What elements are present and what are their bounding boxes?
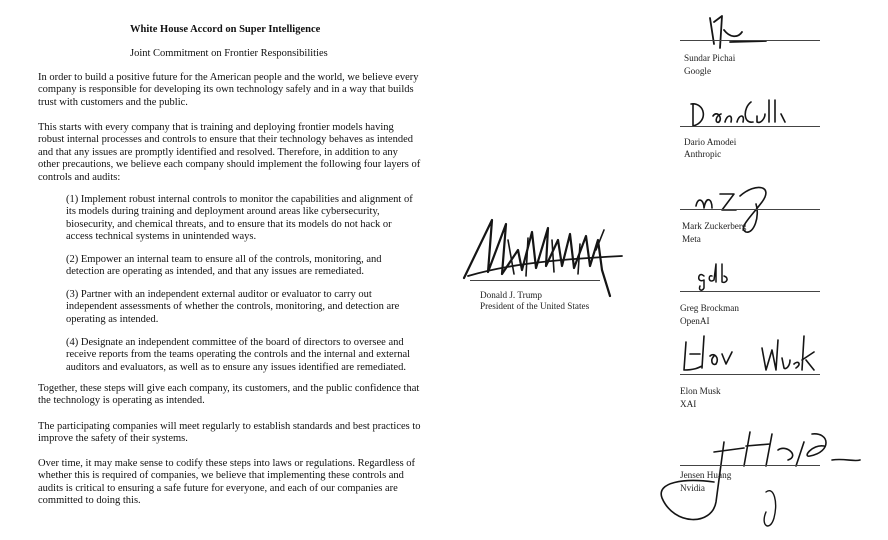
document-title: White House Accord on Super Intelligence	[130, 24, 321, 35]
signatory-org-musk: XAI	[680, 399, 697, 409]
paragraph-meetings: The participating companies will meet regularly to establish standards and best practices to improve the safety of their systems.	[38, 421, 421, 445]
commitment-item-1: (1) Implement robust internal controls to monitor the capabilities and alignment of its models during training and deployment around areas like cybersecurity, biosecurity, and chemical threats, and to ensure that its models do not hack or access technical systems in unintended ways.	[66, 194, 413, 243]
signature-image-pichai	[700, 8, 770, 50]
signatory-name-musk: Elon Musk	[680, 386, 721, 396]
signatory-name-pichai: Sundar Pichai	[684, 53, 736, 63]
signature-image-musk	[680, 330, 830, 380]
signature-line-musk	[680, 374, 820, 375]
commitment-item-4: (4) Designate an independent committee of the board of directors to oversee and receive reports from the teams operating the controls and the internal and external auditors and evaluators, as well as to ensure any issues identified are remediated.	[66, 337, 411, 373]
commitment-item-2: (2) Empower an internal team to ensure all of the controls, monitoring, and detection are operating as intended, and that any issues are remediated.	[66, 254, 382, 278]
president-name: Donald J. Trump	[480, 290, 543, 300]
signatory-name-huang: Jensen Huang	[680, 470, 732, 480]
signature-line-brockman	[680, 291, 820, 292]
president-title: President of the United States	[480, 301, 590, 311]
signature-line-huang	[680, 465, 820, 466]
signatory-org-zuckerberg: Meta	[682, 234, 701, 244]
signatory-org-pichai: Google	[684, 66, 712, 76]
commitment-item-3: (3) Partner with an independent external auditor or evaluator to carry out independent assessments of whether the controls, monitoring, and detection are operating as intended.	[66, 289, 400, 325]
paragraph-together: Together, these steps will give each company, its customers, and the public confidence that the technology is operating as intended.	[38, 383, 420, 407]
signature-image-brockman	[694, 262, 744, 292]
signatory-org-amodei: Anthropic	[684, 149, 722, 159]
signature-line-amodei	[680, 126, 820, 127]
signatory-org-brockman: OpenAI	[680, 316, 710, 326]
paragraph-controls: This starts with every company that is training and deploying frontier models having robust internal processes and controls to ensure that their technology behaves as intended and that any issues are promptly identified and resolved. Therefore, in addition to any other precautions, we believe each company should implement the following four layers of controls and audits:	[38, 122, 421, 183]
signatory-name-zuckerberg: Mark Zuckerberg	[682, 221, 747, 231]
paragraph-codify: Over time, it may make sense to codify these steps into laws or regulations. Regardless of whether this is required of companies, we believe that implementing these controls and audits is critical to ensuring a safe future for everyone, and each of our companies are committed to doing this.	[38, 458, 416, 507]
signatory-org-huang: Nvidia	[680, 483, 706, 493]
signatory-name-amodei: Dario Amodei	[684, 137, 737, 147]
document-subtitle: Joint Commitment on Frontier Responsibilities	[130, 48, 328, 59]
signature-line-pichai	[680, 40, 820, 41]
president-signature-line	[470, 280, 600, 281]
paragraph-intro: In order to build a positive future for the American people and the world, we believe every company is responsible for developing its own technology safely and in a way that builds trust with customers and the public.	[38, 72, 419, 108]
signatory-name-brockman: Greg Brockman	[680, 303, 739, 313]
signature-line-zuckerberg	[680, 209, 820, 210]
